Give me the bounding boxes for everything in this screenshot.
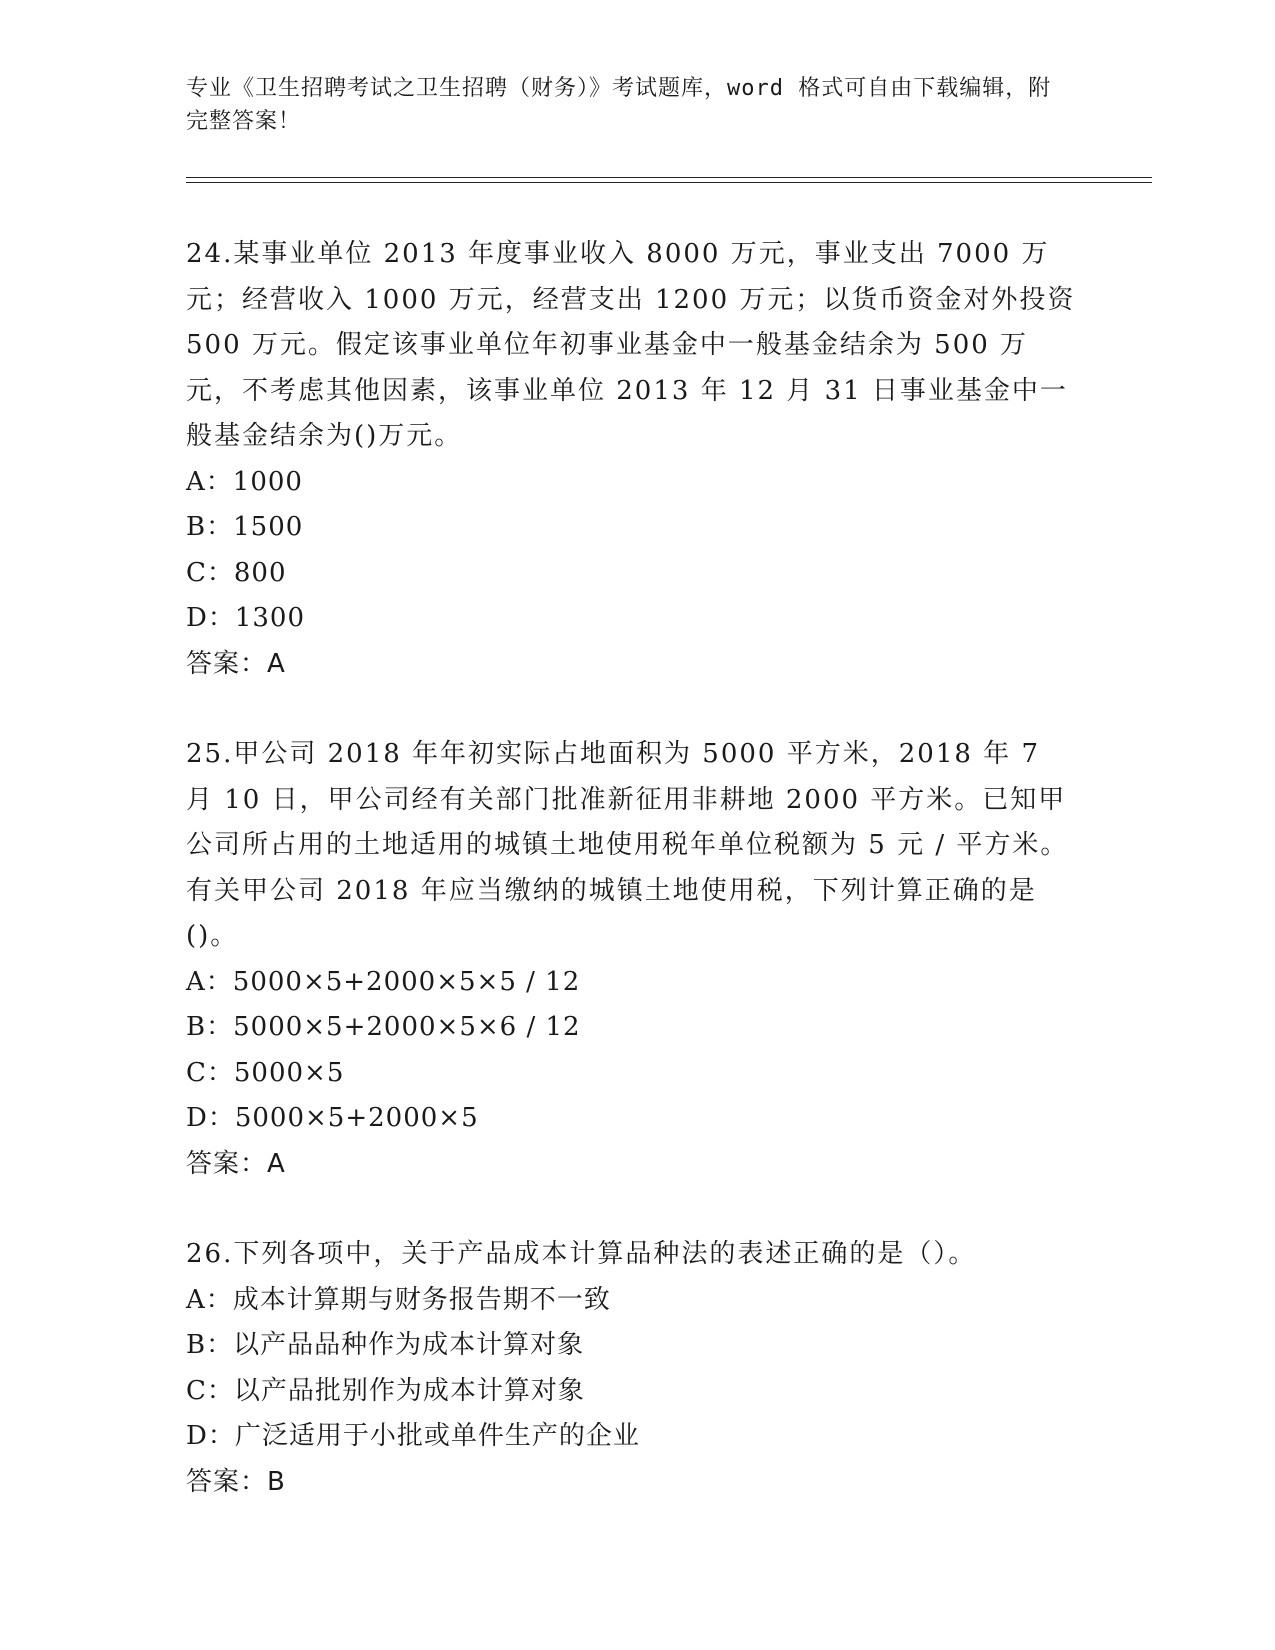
option-a: A：1000 bbox=[186, 466, 303, 497]
question-24 bbox=[186, 232, 1076, 687]
option-d: D：5000×5+2000×5 bbox=[186, 1103, 479, 1133]
answer-line: 答案：B bbox=[186, 1466, 286, 1497]
answer-line: 答案：A bbox=[186, 648, 286, 679]
question-26 bbox=[186, 1232, 1076, 1505]
header-divider-top bbox=[186, 177, 1152, 178]
question-list bbox=[186, 232, 1076, 1550]
option-c: C：以产品批别作为成本计算对象 bbox=[186, 1375, 585, 1406]
question-25 bbox=[186, 732, 1076, 1187]
question-stem: 25.甲公司 2018 年年初实际占地面积为 5000 平方米，2018 年 7 月 10 日，甲公司经有关部门批准新征用非耕地 2000 平方米。已知甲公司所占用的土地适用的城镇土地使用税年单位税额为 5 元 / 平方米。有关甲公司 2018 年应当缴纳的城镇土地使用税，下列计算正确的是()。 bbox=[186, 739, 1069, 951]
option-d: D：1300 bbox=[186, 603, 306, 633]
option-b: B：5000×5+2000×5×6 / 12 bbox=[186, 1012, 581, 1042]
option-a: A：5000×5+2000×5×5 / 12 bbox=[186, 966, 581, 997]
option-b: B：以产品品种作为成本计算对象 bbox=[186, 1330, 585, 1360]
option-c: C：5000×5 bbox=[186, 1057, 345, 1088]
question-stem: 24.某事业单位 2013 年度事业收入 8000 万元，事业支出 7000 万元；经营收入 1000 万元，经营支出 1200 万元；以货币资金对外投资 500 万元。假定该事业单位年初事业基金中一般基金结余为 500 万元，不考虑其他因素，该事业单位 2013 年 12 月 31 日事业基金中一般基金结余为()万元。 bbox=[186, 239, 1076, 451]
answer-line: 答案：A bbox=[186, 1148, 286, 1179]
option-a: A：成本计算期与财务报告期不一致 bbox=[186, 1284, 611, 1315]
question-stem: 26.下列各项中，关于产品成本计算品种法的表述正确的是（）。 bbox=[186, 1239, 977, 1269]
option-b: B：1500 bbox=[186, 512, 304, 542]
document-header: 专业《卫生招聘考试之卫生招聘（财务）》考试题库，word 格式可自由下载编辑，附完整答案！ bbox=[186, 76, 1052, 134]
header-divider-bottom bbox=[186, 182, 1152, 183]
option-d: D：广泛适用于小批或单件生产的企业 bbox=[186, 1421, 640, 1451]
option-c: C：800 bbox=[186, 557, 287, 588]
